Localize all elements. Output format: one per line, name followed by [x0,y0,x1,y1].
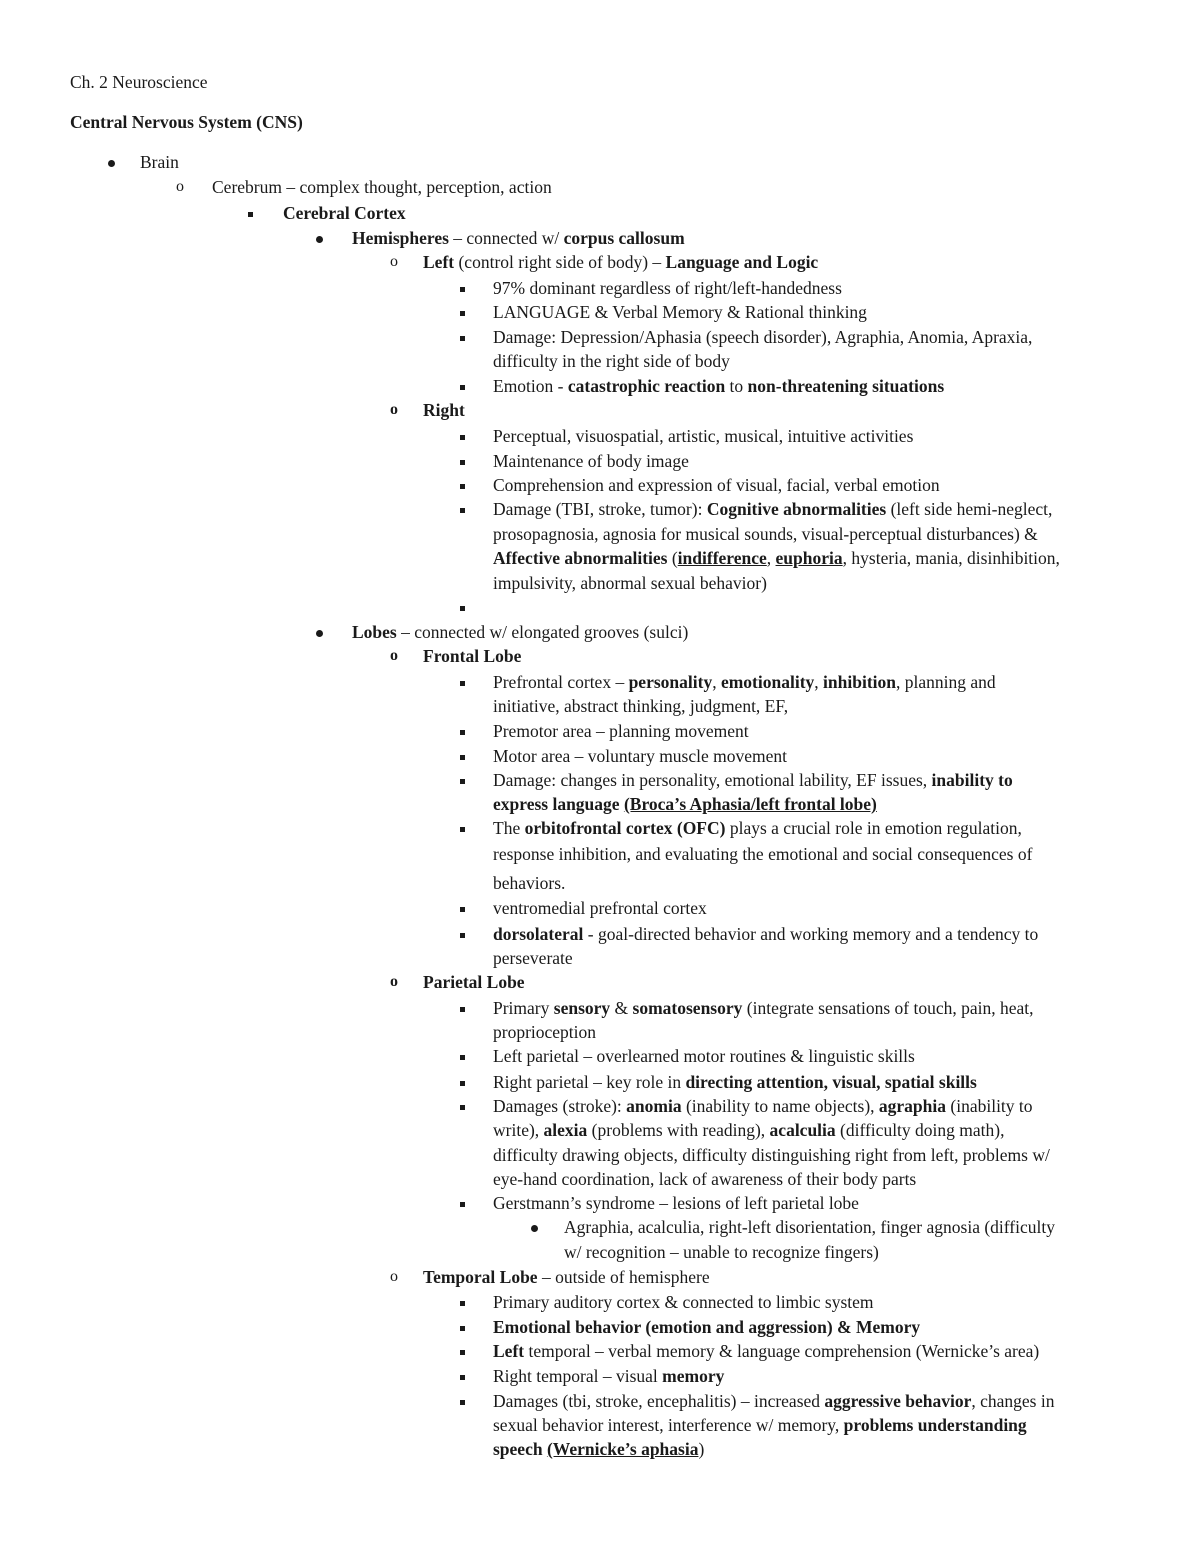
text-run: catastrophic reaction [567,376,726,396]
text-run: alexia [543,1120,588,1140]
text-run: eye-hand coordination, lack of awareness of their body parts [493,1169,917,1189]
text-run: perseverate [493,948,573,968]
outline-line [493,1192,859,1214]
outline-line [493,523,1038,545]
outline-line [493,1365,724,1387]
text-run: Primary [493,998,554,1018]
circle-bullet-icon: o [176,178,184,195]
outline-line [493,1021,596,1043]
square-bullet-icon [460,301,465,323]
text-run: ventromedial prefrontal cortex [493,898,707,918]
outline-line [493,695,788,717]
circle-bullet-icon: o [390,973,398,990]
text-run: personality [628,672,713,692]
text-run: Temporal Lobe [423,1267,538,1287]
outline-line [493,1071,977,1093]
outline-line [493,793,877,815]
text-run: Left parietal – overlearned motor routines & linguistic skills [493,1046,915,1066]
square-bullet-icon [248,202,253,224]
square-bullet-icon [460,1291,465,1313]
outline-line [493,897,707,919]
outline-line [423,399,465,421]
outline-line [493,1095,1033,1117]
text-run: Comprehension and expression of visual, facial, verbal emotion [493,475,940,495]
square-bullet-icon [460,1316,465,1338]
text-run: proprioception [493,1022,597,1042]
text-run: inhibition [823,672,896,692]
outline-line [493,474,940,496]
square-bullet-icon [460,1340,465,1362]
text-run: plays a crucial role in emotion regulation, [725,818,1022,838]
text-run: emotionality [720,672,815,692]
square-bullet-icon [460,498,465,520]
text-run: (inability to [946,1096,1033,1116]
text-run: aggressive behavior [824,1391,972,1411]
text-run: (Wernicke’s aphasia [546,1439,699,1459]
text-run: , changes in [971,1391,1055,1411]
text-run: 97% dominant regardless of right/left-handedness [493,278,842,298]
disc-bullet-icon [316,621,323,643]
text-run: Parietal Lobe [423,972,525,992]
square-bullet-icon [460,474,465,496]
square-bullet-icon [460,1045,465,1067]
text-run: Frontal Lobe [423,646,522,666]
text-run: Damages (tbi, stroke, encephalitis) – increased [493,1391,825,1411]
text-run: (integrate sensations of touch, pain, heat, [742,998,1034,1018]
outline-line [493,326,1032,348]
outline-line [352,227,685,249]
square-bullet-icon [460,720,465,742]
outline-line [493,1119,1004,1141]
text-run: to [725,376,748,396]
text-run: acalculia [769,1120,836,1140]
text-run: w/ recognition – unable to recognize fingers) [564,1242,879,1262]
square-bullet-icon [460,1365,465,1387]
disc-bullet-icon [108,151,115,173]
text-run: Emotional behavior (emotion and aggression) & Memory [493,1317,921,1337]
text-run: initiative, abstract thinking, judgment, EF, [493,696,789,716]
text-run: prosopagnosia, agnosia for musical sounds, visual-perceptual disturbances) & [493,524,1038,544]
text-run: Brain [140,152,179,172]
square-bullet-icon [460,326,465,348]
text-run: – outside of hemisphere [537,1267,710,1287]
text-run: Cognitive abnormalities [706,499,887,519]
outline-line [423,251,818,273]
outline-line [493,277,842,299]
text-run: Right parietal – key role in [493,1072,686,1092]
text-run: Affective abnormalities [493,548,668,568]
outline-line [493,301,867,323]
text-run: inability to [931,770,1013,790]
square-bullet-icon [460,923,465,945]
outline-line [493,997,1033,1019]
text-run: Lobes [352,622,397,642]
text-run: directing attention, visual, spatial skills [685,1072,977,1092]
outline-line [493,350,730,372]
text-run: Prefrontal cortex – [493,672,629,692]
text-run: orbitofrontal cortex (OFC) [524,818,726,838]
text-run: response inhibition, and evaluating the emotional and social consequences of [493,844,1033,864]
text-run: memory [662,1366,725,1386]
text-run: - goal-directed behavior and working memory and a tendency to [583,924,1039,944]
outline-line [493,817,1022,839]
outline-line [493,450,689,472]
text-run: corpus callosum [563,228,685,248]
text-run: (inability to name objects), [681,1096,879,1116]
text-run: , [766,548,776,568]
text-run: sensory [553,998,611,1018]
outline-line [493,1438,704,1460]
text-run: somatosensory [632,998,743,1018]
outline-line [493,1144,1050,1166]
outline-line [564,1216,1055,1238]
text-run: Cerebrum – complex thought, perception, action [212,177,552,197]
text-run: behaviors. [493,873,566,893]
text-run: anomia [626,1096,682,1116]
text-run: Damage: changes in personality, emotional lability, EF issues, [493,770,932,790]
outline-line [493,947,573,969]
section-heading [70,111,303,133]
text-run: (control right side of body) – [454,252,666,272]
text-run: Language and Logic [665,252,819,272]
text-run: Central Nervous System (CNS) [70,112,303,132]
text-run: The [493,818,525,838]
square-bullet-icon [460,425,465,447]
square-bullet-icon [460,450,465,472]
text-run: ( [667,548,678,568]
outline-line [493,1390,1054,1412]
text-run: Emotion - [493,376,568,396]
outline-line [493,1045,915,1067]
square-bullet-icon [460,375,465,397]
outline-line [493,498,1052,520]
circle-bullet-icon: o [390,401,398,418]
text-run: Primary auditory cortex & connected to limbic system [493,1292,874,1312]
text-run: Left [493,1341,525,1361]
outline-line [493,769,1013,791]
outline-line [140,151,179,173]
square-bullet-icon [460,745,465,767]
text-run: difficulty drawing objects, difficulty distinguishing right from left, problems w/ [493,1145,1050,1165]
square-bullet-icon [460,1095,465,1117]
text-run: LANGUAGE & Verbal Memory & Rational thinking [493,302,867,322]
outline-line [423,645,521,667]
text-run: Premotor area – planning movement [493,721,749,741]
text-run: , [814,672,824,692]
text-run: Hemispheres [352,228,449,248]
outline-line [493,843,1032,865]
text-run: non-threatening situations [747,376,945,396]
square-bullet-icon [460,1192,465,1214]
square-bullet-icon [460,817,465,839]
outline-line [493,572,767,594]
text-run: Damage: Depression/Aphasia (speech disorder), Agraphia, Anomia, Apraxia, [493,327,1033,347]
text-run: – connected w/ [448,228,564,248]
square-bullet-icon [460,897,465,919]
outline-line [423,971,525,993]
outline-line [493,671,996,693]
text-run: (Broca’s Aphasia/left frontal lobe) [623,794,877,814]
outline-line [493,923,1038,945]
text-run: speech [493,1439,547,1459]
square-bullet-icon [460,1390,465,1412]
circle-bullet-icon: o [390,647,398,664]
square-bullet-icon [460,997,465,1019]
text-run: , [712,672,721,692]
text-run: (difficulty doing math), [835,1120,1005,1140]
text-run: (left side hemi-neglect, [886,499,1053,519]
text-run: , hysteria, mania, disinhibition, [842,548,1060,568]
outline-line [493,425,913,447]
outline-line [352,621,688,643]
text-run: – connected w/ elongated grooves (sulci) [396,622,689,642]
outline-line [423,1266,710,1288]
disc-bullet-icon [316,227,323,249]
text-run: Agraphia, acalculia, right-left disorientation, finger agnosia (difficulty [564,1217,1055,1237]
outline-line [493,1340,1039,1362]
text-run: dorsolateral [493,924,584,944]
outline-line [493,1291,874,1313]
text-run: sexual behavior interest, interference w/ memory, [493,1415,844,1435]
text-run: Damages (stroke): [493,1096,627,1116]
outline-line [564,1241,879,1263]
square-bullet-icon [460,596,465,618]
circle-bullet-icon: o [390,253,398,270]
square-bullet-icon [460,769,465,791]
text-run: Right [423,400,465,420]
text-run: Gerstmann’s syndrome – lesions of left parietal lobe [493,1193,859,1213]
text-run: Motor area – voluntary muscle movement [493,746,788,766]
document-title [70,71,208,93]
outline-line [212,176,552,198]
outline-line [283,202,406,224]
text-run: Maintenance of body image [493,451,689,471]
outline-line [493,547,1060,569]
outline-line [493,1414,1027,1436]
text-run: indifference [677,548,767,568]
square-bullet-icon [460,277,465,299]
circle-bullet-icon: o [390,1268,398,1285]
text-run: , planning and [896,672,996,692]
text-run: impulsivity, abnormal sexual behavior) [493,573,767,593]
outline-line [493,1168,916,1190]
text-run: write), [493,1120,544,1140]
outline-line [493,872,565,894]
square-bullet-icon [460,1071,465,1093]
outline-line [493,720,749,742]
text-run: Right temporal – visual [493,1366,663,1386]
text-run: & [610,998,633,1018]
text-run: Cerebral Cortex [283,203,406,223]
text-run: agraphia [878,1096,947,1116]
outline-line [493,745,787,767]
outline-line [493,375,944,397]
square-bullet-icon [460,671,465,693]
text-run: ) [698,1439,705,1459]
text-run: (problems with reading), [587,1120,770,1140]
text-run: express language [493,794,624,814]
disc-bullet-icon [531,1216,538,1238]
text-run: temporal – verbal memory & language comprehension (Wernicke’s area) [524,1341,1040,1361]
text-run: difficulty in the right side of body [493,351,730,371]
text-run: Left [423,252,455,272]
text-run: problems understanding [843,1415,1027,1435]
text-run: euphoria [775,548,843,568]
text-run: Damage (TBI, stroke, tumor): [493,499,707,519]
text-run: Perceptual, visuospatial, artistic, musical, intuitive activities [493,426,914,446]
text-run: Ch. 2 Neuroscience [70,72,208,92]
outline-line [493,1316,920,1338]
